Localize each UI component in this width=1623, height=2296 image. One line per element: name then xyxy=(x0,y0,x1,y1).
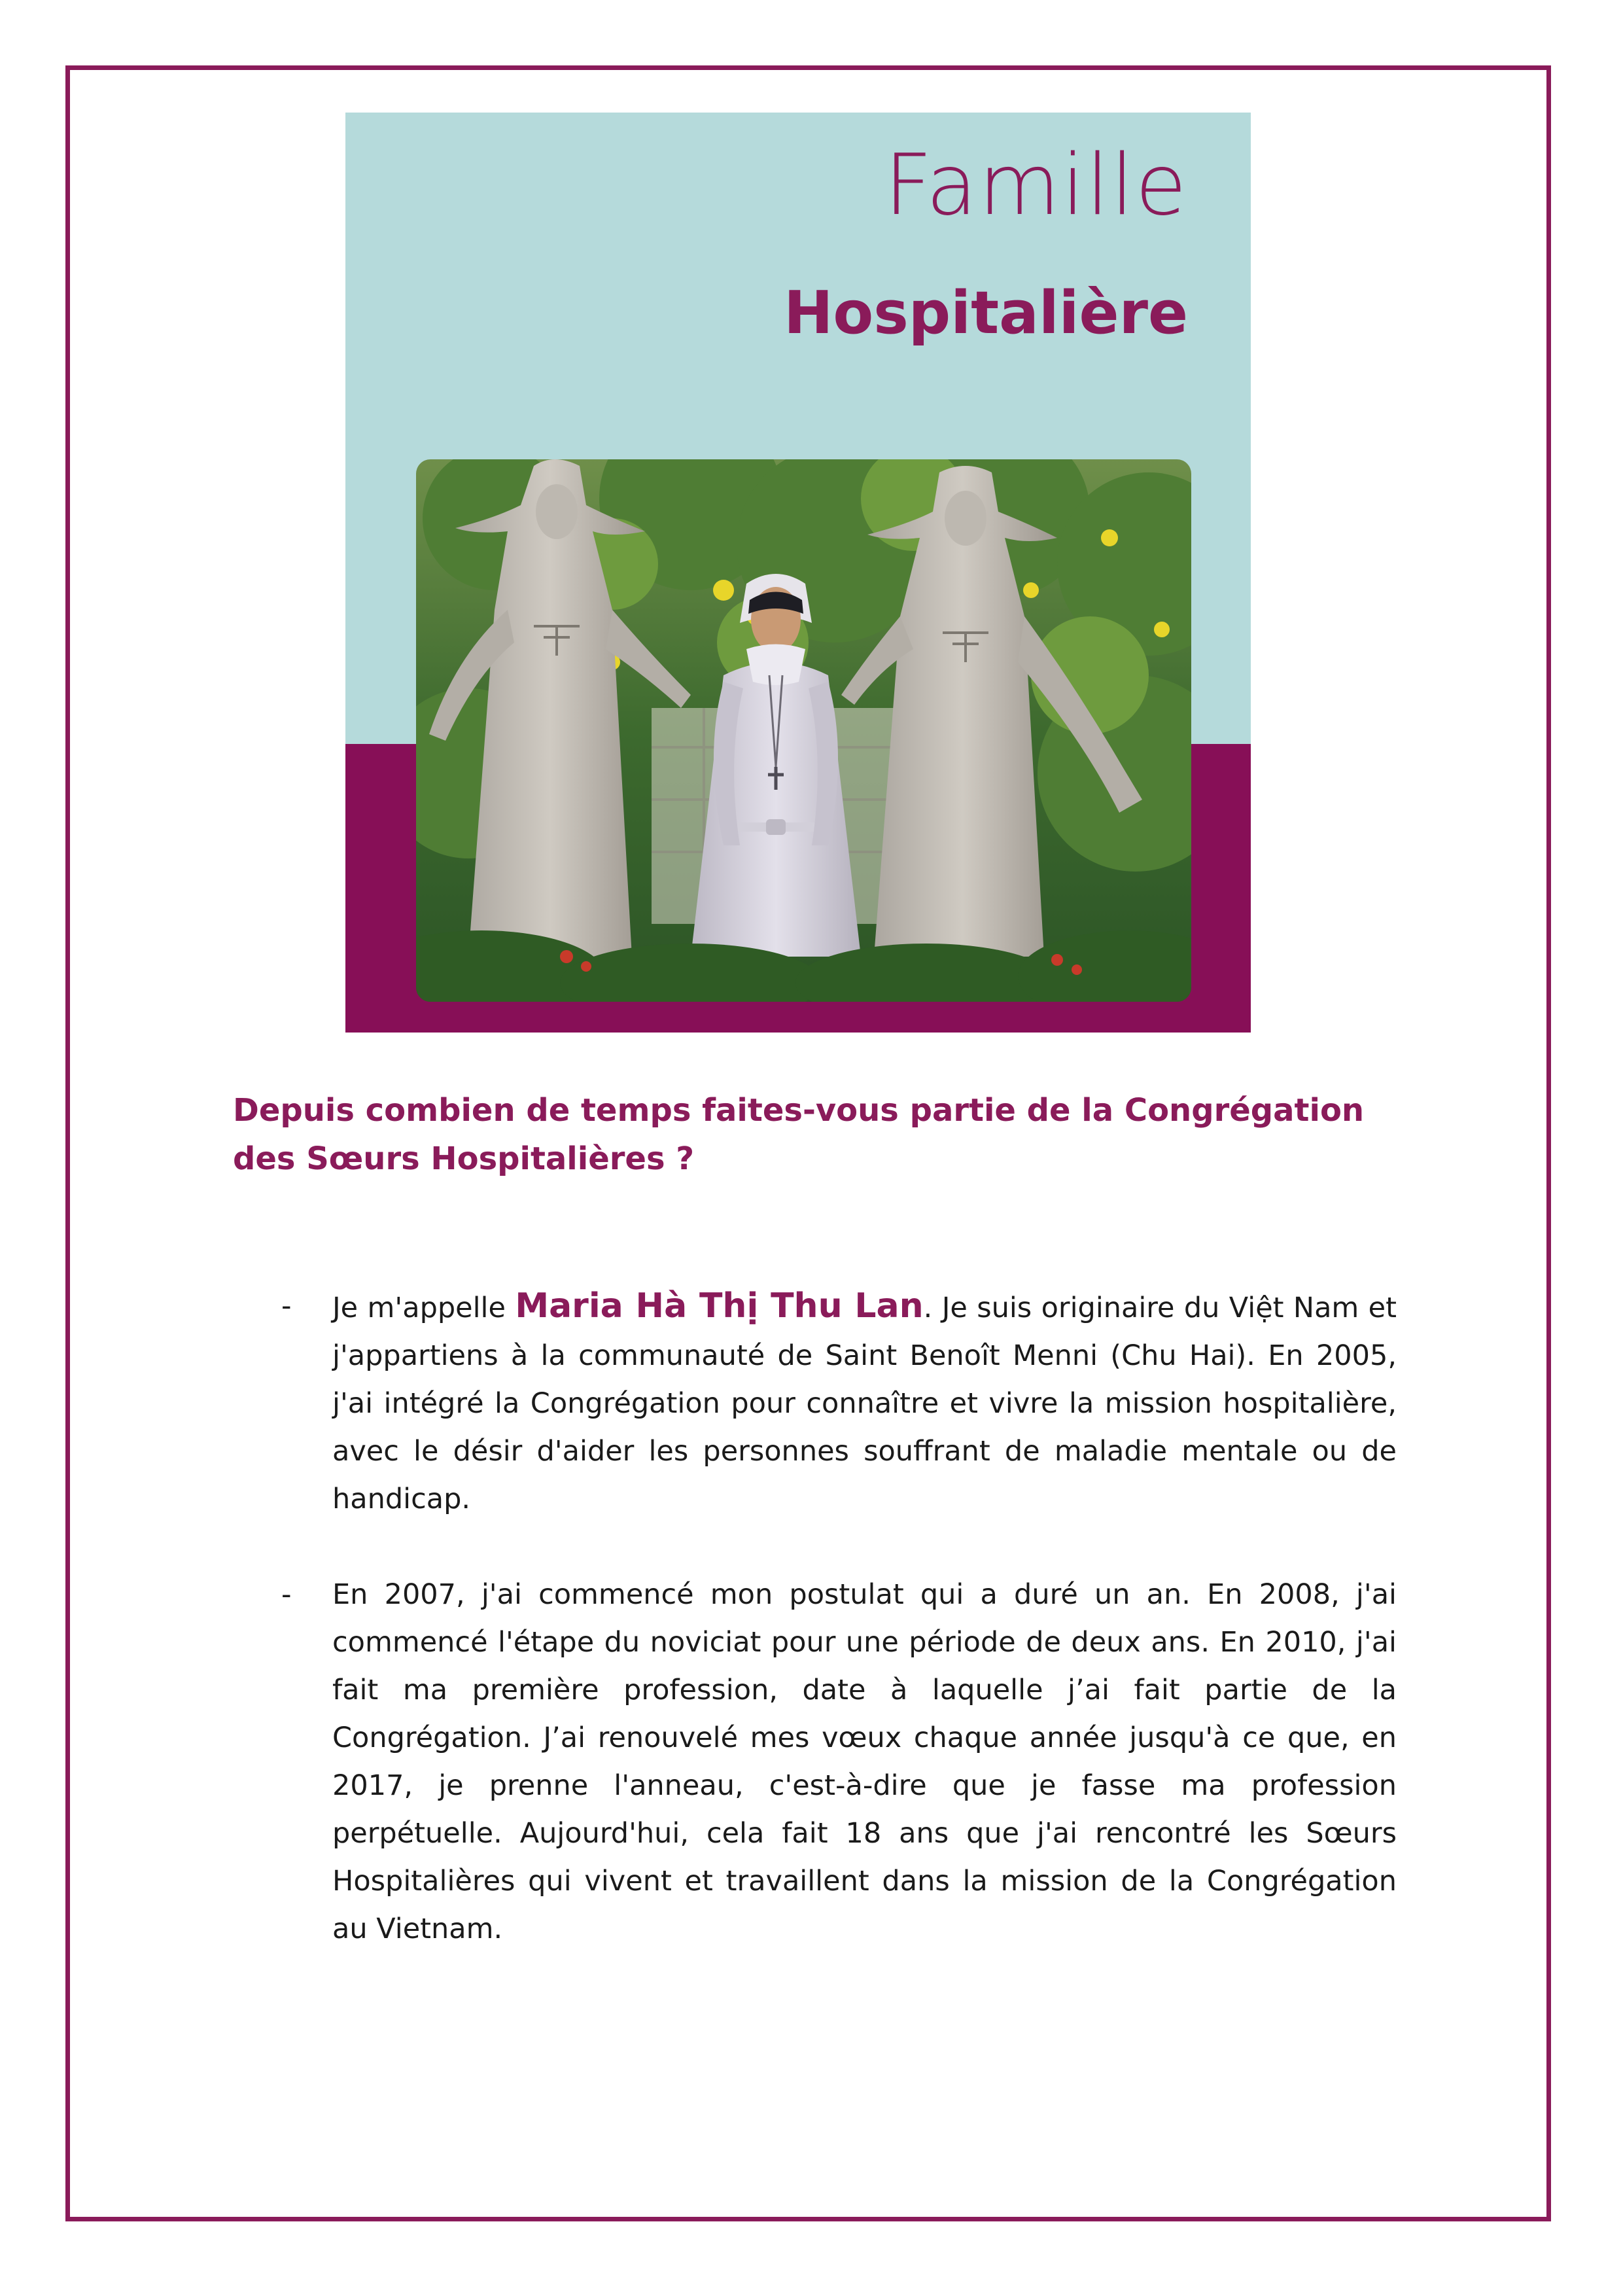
famille-hospitaliere-banner xyxy=(345,113,1251,1033)
answer-item-1 xyxy=(281,1282,1397,1523)
banner-title-famille: Famille xyxy=(884,137,1188,234)
bullet-dash: - xyxy=(281,1290,292,1322)
sister-with-statues-photo xyxy=(416,459,1191,1002)
photo-illustration xyxy=(416,459,1191,1002)
answer-list xyxy=(281,1282,1397,2001)
interview-question: Depuis combien de temps faites-vous partie de la Congrégation des Sœurs Hospitalières ? xyxy=(233,1092,1365,1178)
answer-2-text: En 2007, j'ai commencé mon postulat qui a duré un an. En 2008, j'ai commencé l'étape du noviciat pour une période de deux ans. En 2010, j'ai fait ma première profession, date à laquelle j’ai fait partie de la Congrégation. J’ai renouvelé mes vœux chaque année jusqu'à ce que, en 2017, je prenne l'anneau, c'est-à-dire que je fasse ma profession perpétuelle. Aujourd'hui, cela fait 18 ans que j'ai rencontré les Sœurs Hospitalières qui vivent et travaillent dans la mission de la Congrégation au Vietnam. xyxy=(332,1578,1397,1945)
answer-item-2 xyxy=(281,1571,1397,1953)
answer-1-intro: Je m'appelle xyxy=(332,1292,515,1324)
sister-name: Maria Hà Thị Thu Lan xyxy=(515,1286,924,1326)
answer-1-text: . Je suis originaire du Việt Nam et j'appartiens à la communauté de Saint Benoît Menni (Chu Hai). En 2005, j'ai intégré la Congrégation pour connaître et vivre la mission hospitalière, avec le désir d'aider les personnes souffrant de maladie mentale ou de handicap. xyxy=(332,1292,1397,1515)
banner-title-hospitaliere: Hospitalière xyxy=(784,279,1188,347)
bullet-dash: - xyxy=(281,1578,292,1611)
